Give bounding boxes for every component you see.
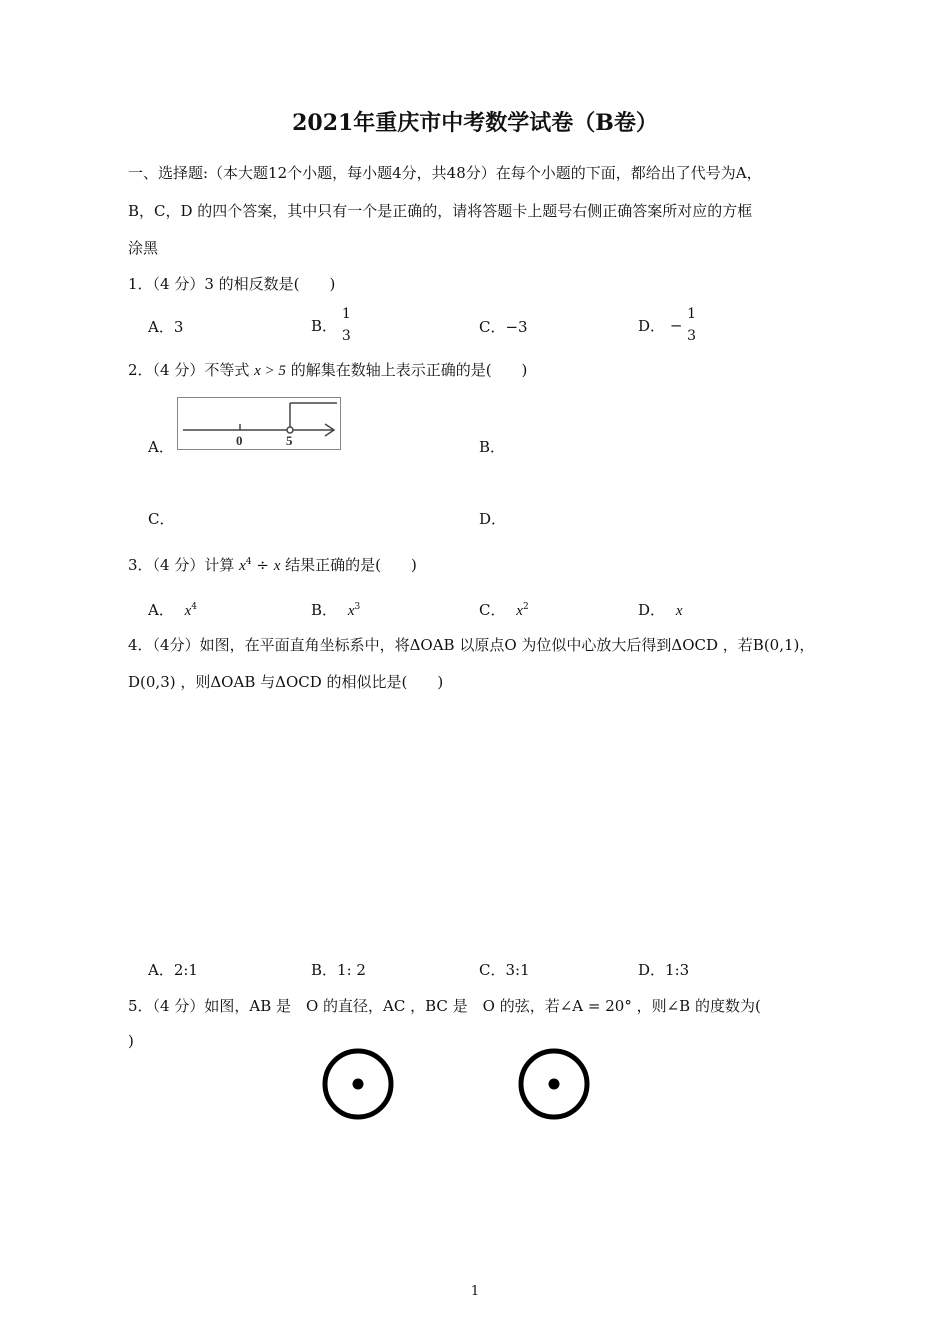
q1-option-d	[638, 304, 696, 347]
q1-option-d-fraction	[687, 304, 696, 347]
q1-stem: 1．（4 分）3 的相反数是( )	[128, 275, 336, 293]
q2-option-c-label: C．	[148, 510, 175, 528]
q1-option-b-numerator: 1	[341, 306, 351, 322]
q2-stem	[128, 359, 527, 380]
q3-option-c-label: C．	[479, 601, 506, 619]
section-intro-line-1: 一、选择题:（本大题12个小题，每小题4分，共48分）在每个小题的下面，都给出了代号为A，	[128, 164, 762, 182]
q3-option-d-variable: x	[675, 603, 683, 619]
q3-option-a-base: x	[184, 603, 192, 619]
q3-stem-exponent: 4	[245, 557, 252, 567]
q3-stem-base: x	[239, 558, 246, 574]
q1-option-b-denominator: 3	[341, 327, 351, 344]
q3-option-a-label: A．	[148, 601, 174, 619]
q2-stem-suffix: 的解集在数轴上表示正确的是( )	[290, 361, 528, 379]
q2-option-a-label: A．	[148, 438, 174, 456]
section-intro-line-3: 涂黑	[128, 239, 159, 257]
q3-option-b	[311, 599, 360, 620]
page-title: 2021年重庆市中考数学试卷（B卷）	[292, 110, 658, 136]
q4-option-a: A．2:1	[148, 961, 198, 979]
q4-option-c: C．3:1	[479, 961, 530, 979]
q3-stem-operator: ÷	[256, 556, 269, 574]
q3-option-c	[479, 599, 529, 620]
q2-stem-prefix: 2．（4 分）不等式	[128, 361, 250, 379]
q3-stem-variable: x	[273, 558, 281, 574]
circle-o-symbol-right	[516, 1046, 592, 1126]
numberline-label-0: 0	[236, 433, 243, 448]
q3-option-a	[148, 599, 197, 620]
q1-option-d-label: D．	[638, 317, 666, 336]
q3-option-d-label: D．	[638, 601, 666, 619]
page-number: 1	[470, 1284, 480, 1299]
q3-option-b-exponent: 3	[354, 602, 361, 612]
q1-option-a: A．3	[148, 318, 184, 336]
numberline-label-5: 5	[286, 433, 293, 448]
q2-option-b-label: B．	[479, 438, 506, 456]
q1-option-d-sign: −	[669, 316, 683, 335]
q3-option-c-base: x	[516, 603, 523, 619]
circle-o-symbol-left	[320, 1046, 396, 1126]
q1-option-d-denominator: 3	[687, 327, 697, 344]
q3-stem	[128, 554, 417, 575]
q1-option-b-label: B．	[311, 317, 338, 336]
q3-option-c-exponent: 2	[522, 602, 529, 612]
q4-option-b: B．1: 2	[311, 961, 366, 979]
q4-option-d: D．1:3	[638, 961, 690, 979]
q3-option-d	[638, 599, 682, 620]
q3-option-a-exponent: 4	[191, 602, 198, 612]
section-intro-line-2: B，C，D 的四个答案，其中只有一个是正确的，请将答题卡上题号右侧正确答案所对应的方框	[128, 202, 753, 220]
q5-stem-line-1: 5．（4 分）如图，AB 是 O 的直径，AC ，BC 是 O 的弦，若∠A = 20° ，则∠B 的度数为(	[128, 997, 761, 1015]
q1-option-b-fraction	[342, 304, 351, 347]
q5-stem-line-2: )	[128, 1032, 134, 1050]
q4-stem-line-1: 4．（4分）如图，在平面直角坐标系中，将ΔOAB 以原点O 为位似中心放大后得到ΔOCD ，若B(0,1)，	[128, 636, 815, 654]
q2-option-a-numberline	[177, 397, 341, 454]
q1-option-b	[311, 304, 351, 347]
q3-option-b-base: x	[347, 603, 355, 619]
q1-option-c: C．−3	[479, 318, 528, 336]
q1-option-d-numerator: 1	[687, 306, 697, 322]
q3-option-b-label: B．	[311, 601, 338, 619]
q2-stem-math: x > 5	[254, 363, 286, 379]
q2-option-d-label: D．	[479, 510, 507, 528]
q3-stem-prefix: 3．（4 分）计算	[128, 556, 235, 574]
q4-stem-line-2: D(0,3) ，则ΔOAB 与ΔOCD 的相似比是( )	[128, 673, 444, 691]
q3-stem-suffix: 结果正确的是( )	[285, 556, 417, 574]
